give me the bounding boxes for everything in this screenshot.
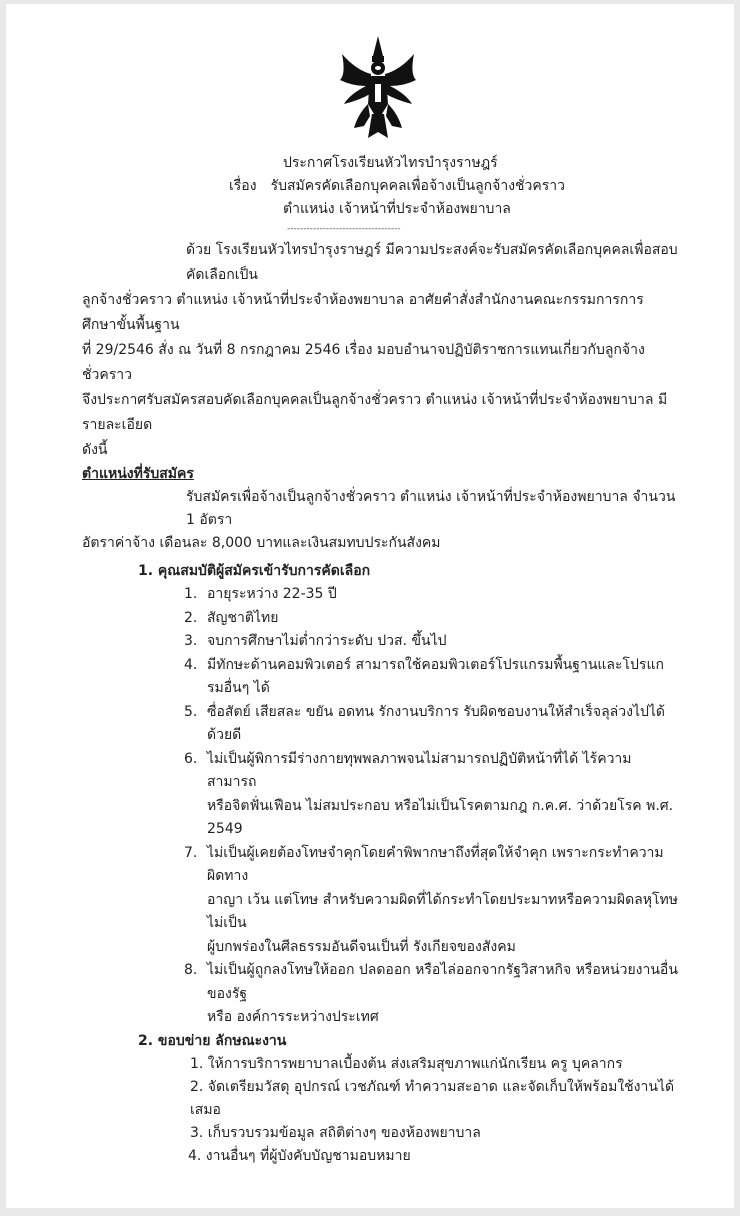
subject-text: รับสมัครคัดเลือกบุคคลเพื่อจ้างเป็นลูกจ้างชั่วคราว bbox=[270, 178, 566, 194]
position-heading: ตำแหน่งที่รับสมัคร bbox=[82, 466, 194, 482]
document-page bbox=[6, 4, 734, 1208]
qualification-number: 2. bbox=[184, 609, 198, 626]
announcement-title: ประกาศโรงเรียนหัวไทรบำรุงราษฎร์ bbox=[283, 155, 498, 171]
qualification-body bbox=[207, 959, 678, 1030]
qualification-number: 6. bbox=[184, 750, 198, 767]
duty-item: 3. เก็บรวบรวมข้อมูล สถิติต่างๆ ของห้องพยาบาล bbox=[190, 1124, 481, 1141]
qualification-body bbox=[207, 842, 678, 960]
qualification-item bbox=[184, 607, 678, 631]
qualification-body bbox=[207, 654, 678, 701]
qualification-number: 5. bbox=[184, 703, 198, 720]
intro-line: ดังนี้ bbox=[82, 442, 108, 458]
position-line: รับสมัครเพื่อจ้างเป็นลูกจ้างชั่วคราว ตำแหน่ง เจ้าหน้าที่ประจำห้องพยาบาล จำนวน 1 อัตรา bbox=[186, 489, 676, 528]
qualification-body bbox=[207, 748, 678, 842]
qualification-item bbox=[184, 701, 678, 748]
intro-line: ที่ 29/2546 สั่ง ณ วันที่ 8 กรกฎาคม 2546 เรื่อง มอบอำนาจปฏิบัติราชการแทนเกี่ยวกับลูกจ้างชั่วคราว bbox=[82, 342, 645, 383]
qualification-item bbox=[184, 748, 678, 842]
qualification-body bbox=[207, 607, 678, 631]
qualification-text: หรือ องค์การระหว่างประเทศ bbox=[207, 1009, 379, 1025]
intro-line: จึงประกาศรับสมัครสอบคัดเลือกบุคคลเป็นลูกจ้างชั่วคราว ตำแหน่ง เจ้าหน้าที่ประจำห้องพยาบาล มีรายละเอียด bbox=[82, 392, 668, 433]
qualification-number: 4. bbox=[184, 656, 198, 673]
qualification-item bbox=[184, 842, 678, 960]
intro-line: ลูกจ้างชั่วคราว ตำแหน่ง เจ้าหน้าที่ประจำห้องพยาบาล อาศัยคำสั่งสำนักงานคณะกรรมการการศึกษาขั้นพื้นฐาน bbox=[82, 292, 644, 333]
qualification-text: สัญชาติไทย bbox=[207, 609, 279, 626]
qualification-item bbox=[184, 959, 678, 1030]
qualification-text: อาญา เว้น แต่โทษ สำหรับความผิดที่ได้กระทำโดยประมาทหรือความผิดลหุโทษ ไม่เป็น bbox=[207, 891, 678, 931]
qualification-item bbox=[184, 630, 678, 654]
qualification-text: ซื่อสัตย์ เสียสละ ขยัน อดทน รักงานบริการ รับผิดชอบงานให้สำเร็จลุล่วงไปได้ด้วยดี bbox=[207, 703, 666, 743]
duty-item: 4. งานอื่นๆ ที่ผู้บังคับบัญชามอบหมาย bbox=[188, 1147, 411, 1164]
qualification-number: 1. bbox=[184, 586, 198, 602]
position-line: อัตราค่าจ้าง เดือนละ 8,000 บาทและเงินสมทบประกันสังคม bbox=[82, 535, 441, 551]
section2-heading: 2. ขอบข่าย ลักษณะงาน bbox=[138, 1032, 287, 1049]
qualification-text: มีทักษะด้านคอมพิวเตอร์ สามารถใช้คอมพิวเตอร์โปรแกรมพื้นฐานและโปรแกรมอื่นๆ ได้ bbox=[207, 656, 664, 696]
section1-heading: 1. คุณสมบัติผู้สมัครเข้ารับการคัดเลือก bbox=[138, 563, 371, 579]
qualification-text: หรือจิตฟั่นเฟือน ไม่สมประกอบ หรือไม่เป็นโรคตามกฎ ก.ค.ศ. ว่าด้วยโรค พ.ศ. 2549 bbox=[207, 797, 674, 837]
qualification-text: ไม่เป็นผู้พิการมีร่างกายทุพพลภาพจนไม่สามารถปฏิบัติหน้าที่ได้ ไร้ความสามารถ bbox=[207, 750, 632, 790]
subject-label: เรื่อง bbox=[229, 178, 257, 194]
qualification-item bbox=[184, 654, 678, 701]
duty-item: 2. จัดเตรียมวัสดุ อุปกรณ์ เวชภัณฑ์ ทำความสะอาด และจัดเก็บให้พร้อมใช้งานได้เสมอ bbox=[190, 1078, 675, 1118]
garuda-emblem-icon bbox=[336, 34, 420, 142]
qualification-number: 8. bbox=[184, 962, 198, 978]
qualification-number: 7. bbox=[184, 844, 198, 861]
qualification-body bbox=[207, 630, 678, 654]
qualification-body bbox=[207, 701, 678, 748]
qualification-text: จบการศึกษาไม่ต่ำกว่าระดับ ปวส. ขึ้นไป bbox=[207, 633, 447, 649]
position-title: ตำแหน่ง เจ้าหน้าที่ประจำห้องพยาบาล bbox=[283, 201, 511, 217]
qualification-text: ไม่เป็นผู้ถูกลงโทษให้ออก ปลดออก หรือไล่ออกจากรัฐวิสาหกิจ หรือหน่วยงานอื่นของรัฐ bbox=[207, 962, 678, 1002]
qualification-body bbox=[207, 583, 678, 607]
qualification-number: 3. bbox=[184, 633, 198, 649]
subject-row bbox=[229, 175, 678, 198]
duty-item: 1. ให้การบริการพยาบาลเบื้องต้น ส่งเสริมสุขภาพแก่นักเรียน ครู บุคลากร bbox=[190, 1055, 623, 1072]
qualification-text: อายุระหว่าง 22-35 ปี bbox=[207, 586, 337, 602]
qualifications-list bbox=[82, 583, 678, 1030]
intro-line: ด้วย โรงเรียนหัวไทรบำรุงราษฎร์ มีความประสงค์จะรับสมัครคัดเลือกบุคคลเพื่อสอบคัดเลือกเป็น bbox=[186, 242, 678, 283]
title-divider: ----------------------------------- bbox=[287, 224, 401, 234]
qualification-text: ไม่เป็นผู้เคยต้องโทษจำคุกโดยคำพิพากษาถึงที่สุดให้จำคุก เพราะกระทำความผิดทาง bbox=[207, 844, 664, 884]
qualification-text: ผู้บกพร่องในศีลธรรมอันดีจนเป็นที่ รังเกียจของสังคม bbox=[207, 938, 516, 955]
qualification-item bbox=[184, 583, 678, 607]
